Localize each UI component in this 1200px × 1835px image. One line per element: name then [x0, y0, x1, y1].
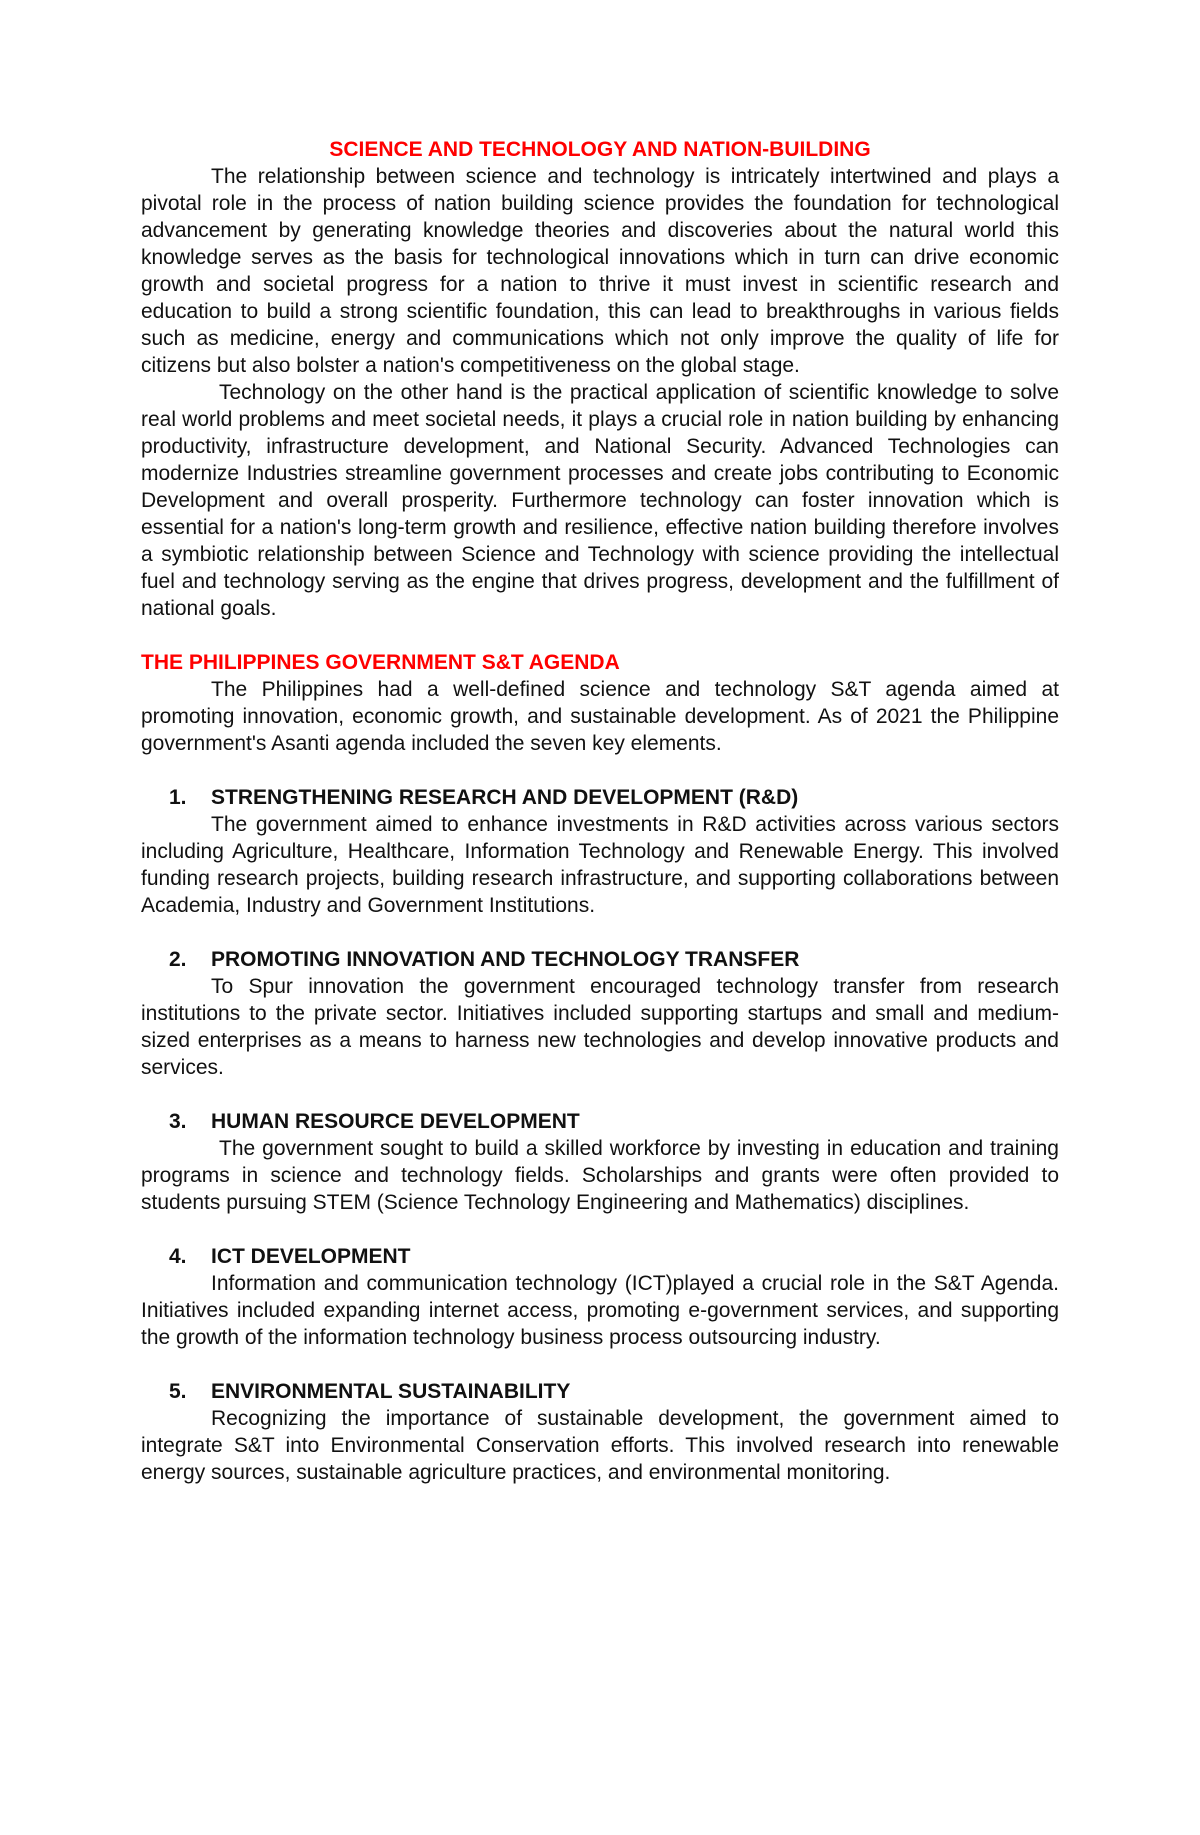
agenda-item-body: To Spur innovation the government encouraged technology transfer from research institutions to the private sector. Initiatives included supporting startups and small and medium-sized enterprises as a means to harness new technologies and develop innovative products and services. — [141, 975, 1059, 1079]
agenda-item-number: 3. — [169, 1110, 187, 1133]
agenda-item-title: ICT DEVELOPMENT — [211, 1245, 411, 1268]
document-page — [141, 136, 1059, 1486]
intro-paragraph-1: The relationship between science and technology is intricately intertwined and plays a pivotal role in the process of nation building science provides the foundation for technological advancement by generating knowledge theories and discoveries about the natural world this knowledge serves as the basis for technological innovations which in turn can drive economic growth and societal progress for a nation to thrive it must invest in scientific research and education to build a strong scientific foundation, this can lead to breakthroughs in various fields such as medicine, energy and communications which not only improve the quality of life for citizens but also bolster a nation's competitiveness on the global stage. — [141, 165, 1059, 377]
agenda-item-4 — [141, 1243, 1059, 1351]
intro-paragraph-2: Technology on the other hand is the practical application of scientific knowledge to solve real world problems and meet societal needs, it plays a crucial role in nation building by enhancing productivity, infrastructure development, and National Security. Advanced Technologies can modernize Industries streamline government processes and create jobs contributing to Economic Development and overall prosperity. Furthermore technology can foster innovation which is essential for a nation's long-term growth and resilience, effective nation building therefore involves a symbiotic relationship between Science and Technology with science providing the intellectual fuel and technology serving as the engine that drives progress, development and the fulfillment of national goals. — [141, 381, 1059, 620]
agenda-item-heading — [141, 946, 1059, 973]
agenda-heading: THE PHILIPPINES GOVERNMENT S&T AGENDA — [141, 651, 620, 674]
agenda-item-title: STRENGTHENING RESEARCH AND DEVELOPMENT (R&D) — [211, 786, 799, 809]
agenda-item-2 — [141, 946, 1059, 1081]
agenda-item-body: The government aimed to enhance investments in R&D activities across various sectors including Agriculture, Healthcare, Information Technology and Renewable Energy. This involved funding research projects, building research infrastructure, and supporting collaborations between Academia, Industry and Government Institutions. — [141, 813, 1059, 917]
agenda-item-5 — [141, 1378, 1059, 1486]
agenda-item-title: HUMAN RESOURCE DEVELOPMENT — [211, 1110, 580, 1133]
agenda-item-number: 5. — [169, 1380, 187, 1403]
agenda-item-3 — [141, 1108, 1059, 1216]
agenda-item-number: 2. — [169, 948, 187, 971]
agenda-item-heading — [141, 1108, 1059, 1135]
agenda-item-body: The government sought to build a skilled workforce by investing in education and training programs in science and technology fields. Scholarships and grants were often provided to students pursuing STEM (Science Technology Engineering and Mathematics) disciplines. — [141, 1137, 1059, 1214]
agenda-item-body: Recognizing the importance of sustainable development, the government aimed to integrate S&T into Environmental Conservation efforts. This involved research into renewable energy sources, sustainable agriculture practices, and environmental monitoring. — [141, 1407, 1059, 1484]
document-title: SCIENCE AND TECHNOLOGY AND NATION-BUILDING — [329, 138, 871, 161]
agenda-item-heading — [141, 1243, 1059, 1270]
agenda-item-heading — [141, 1378, 1059, 1405]
agenda-item-title: ENVIRONMENTAL SUSTAINABILITY — [211, 1380, 571, 1403]
agenda-intro: The Philippines had a well-defined science and technology S&T agenda aimed at promoting innovation, economic growth, and sustainable development. As of 2021 the Philippine government's Asanti agenda included the seven key elements. — [141, 678, 1059, 755]
agenda-item-title: PROMOTING INNOVATION AND TECHNOLOGY TRANSFER — [211, 948, 800, 971]
agenda-item-1 — [141, 784, 1059, 919]
agenda-item-body: Information and communication technology (ICT)played a crucial role in the S&T Agenda. Initiatives included expanding internet access, promoting e-government services, and supporting the growth of the information technology business process outsourcing industry. — [141, 1272, 1059, 1349]
agenda-item-number: 4. — [169, 1245, 187, 1268]
agenda-item-number: 1. — [169, 786, 187, 809]
agenda-item-heading — [141, 784, 1059, 811]
